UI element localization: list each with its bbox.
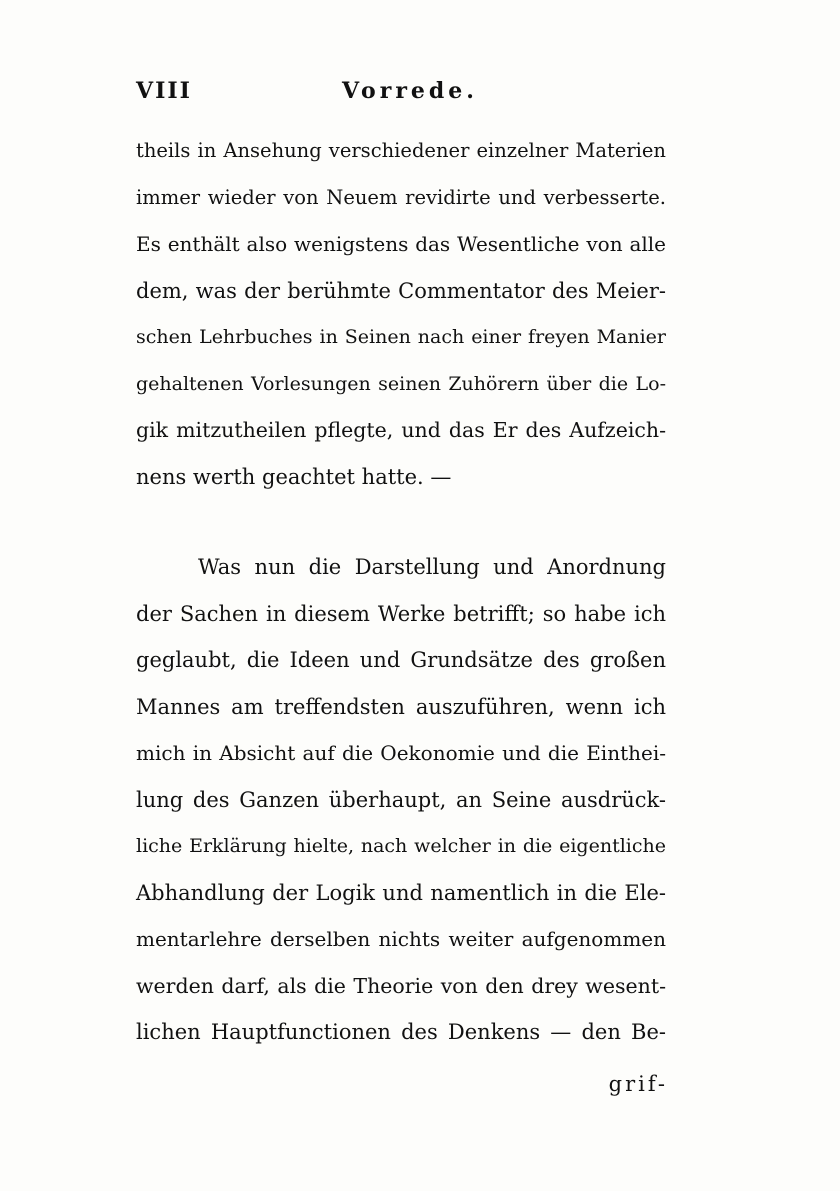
catchword: grif- xyxy=(608,1072,668,1096)
text-line: Was nun die Darstellung und Anordnung xyxy=(198,555,666,579)
text-line: gik mitzutheilen pflegte, und das Er des Aufzeich- xyxy=(136,418,666,442)
text-line: Abhandlung der Logik und namentlich in die Ele- xyxy=(136,880,666,905)
text-line: Es enthält also wenigstens das Wesentliche von alle xyxy=(136,232,666,256)
text-line: nens werth geachtet hatte. — xyxy=(136,464,452,489)
text-line: theils in Ansehung verschiedener einzelner Materien xyxy=(136,139,666,162)
text-line: geglaubt, die Ideen und Grundsätze des großen xyxy=(136,648,666,672)
text-line: dem, was der berühmte Commentator des Meier- xyxy=(136,278,666,303)
text-line: mich in Absicht auf die Oekonomie und die Einthei- xyxy=(136,741,666,765)
text-line: liche Erklärung hielte, nach welcher in die eigentliche xyxy=(136,835,666,857)
text-line: gehaltenen Vorlesungen seinen Zuhörern über die Lo- xyxy=(136,372,666,395)
page-number: VIII xyxy=(136,78,192,104)
paragraph-1 xyxy=(136,128,666,500)
paragraph-2 xyxy=(136,544,666,1056)
text-line: schen Lehrbuches in Seinen nach einer freyen Manier xyxy=(136,326,666,348)
text-line: immer wieder von Neuem revidirte und verbesserte. xyxy=(136,185,666,209)
running-head: Vorrede. xyxy=(342,78,478,104)
text-line: werden darf, als die Theorie von den drey wesent- xyxy=(136,973,666,998)
text-line: der Sachen in diesem Werke betrifft; so habe ich xyxy=(136,601,666,626)
text-line: Mannes am treffendsten auszuführen, wenn ich xyxy=(136,694,666,719)
text-line: lung des Ganzen überhaupt, an Seine ausdrück- xyxy=(136,787,666,812)
text-line: mentarlehre derselben nichts weiter aufgenommen xyxy=(136,927,666,951)
text-line: lichen Hauptfunctionen des Denkens — den Be- xyxy=(136,1020,666,1044)
page-header xyxy=(136,78,676,118)
